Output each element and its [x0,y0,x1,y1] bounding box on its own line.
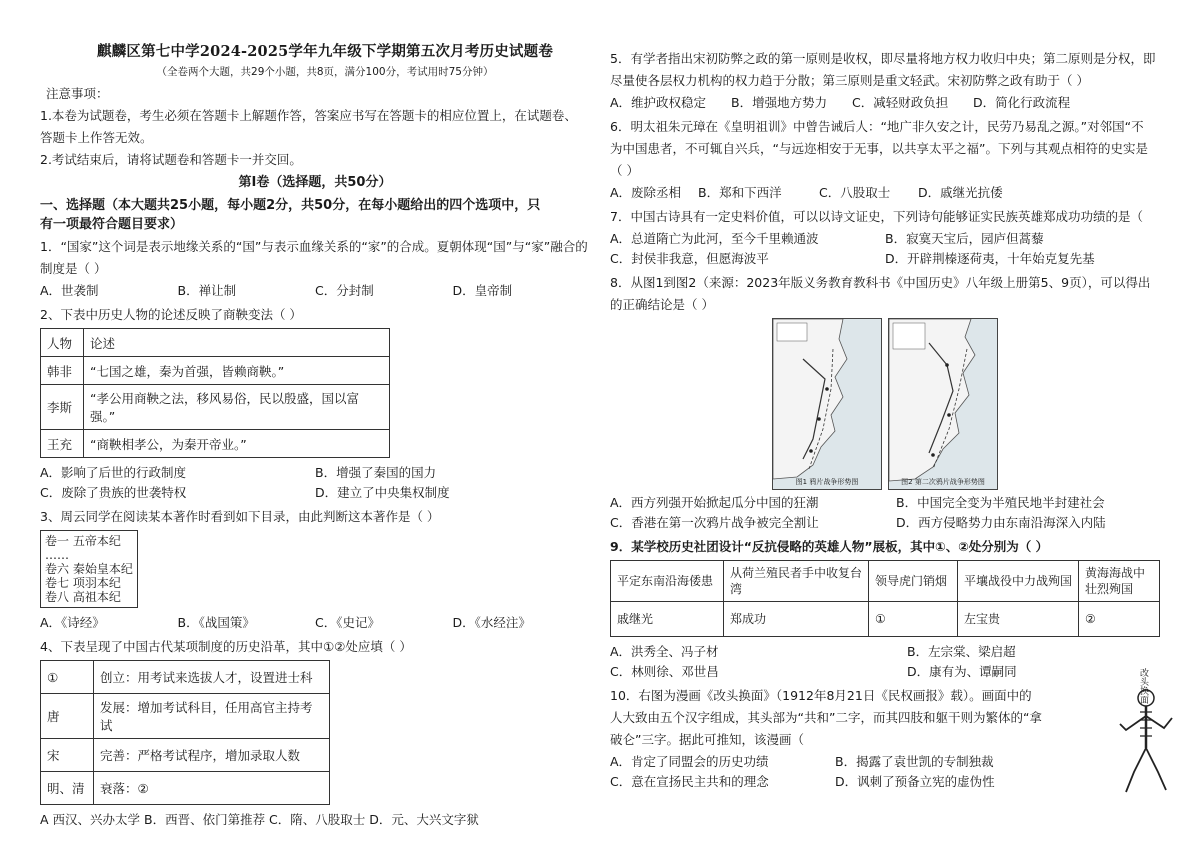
q3-option-a: A．《诗经》 [40,615,105,630]
right-column [610,50,1160,797]
q3-toc-box [40,530,138,608]
q3-stem: 3、周云同学在阅读某本著作时看到如下目录，由此判断这本著作是（ ） [40,509,440,524]
q10-cartoon [1100,668,1190,808]
table-cell: 从荷兰殖民者手中收复台湾 [724,561,869,602]
q2-options-row1 [40,464,590,482]
table-cell: ① [41,661,94,694]
q8-option-d: D．西方侵略势力由东南沿海深入内陆 [896,515,1106,530]
q3-option-c: C．《史记》 [315,615,380,630]
q6-stem-a: 6．明太祖朱元璋在《皇明祖训》中曾告诫后人：“地广非久安之计，民劳乃易乱之源。”对邻国“不 [610,119,1144,134]
q10-option-a: A．肯定了同盟会的历史功绩 [610,754,769,769]
q10-option-d: D．讽刺了预备立宪的虚伪性 [835,774,995,789]
map-1-caption: 图1 鸦片战争形势图 [795,478,859,486]
q10-options-row1 [610,753,1060,771]
table-row [41,329,390,357]
q8-options-row2 [610,514,1160,532]
table-cell: 人物 [41,329,84,357]
q8-maps [610,318,1160,490]
q9-option-c: C．林则徐、邓世昌 [610,664,719,679]
q7-option-b: B．寂寞天宝后，园庐但蒿藜 [885,231,1044,246]
q2-options-row2 [40,484,590,502]
q4-table [40,660,330,805]
notice-item-2: 2.考试结束后，请将试题卷和答题卡一并交回。 [40,152,302,167]
q7-option-d: D．开辟荆榛逐荷夷，十年始克复先基 [885,251,1095,266]
notice-heading: 注意事项： [46,86,109,101]
q1-stem-a: 1．“国家”这个词是表示地缘关系的“国”与表示血缘关系的“家”的合成。夏朝体现“国”与“家”融合的 [40,239,588,254]
left-column [40,40,590,833]
q8-option-c: C．香港在第一次鸦片战争被完全割让 [610,515,819,530]
q7-options-row1 [610,230,1160,248]
table-cell: 王充 [41,430,84,458]
q1-stem-b: 制度是（ ） [40,261,107,276]
table-cell: ② [1079,602,1160,637]
table-cell: 戚继光 [611,602,724,637]
table-cell: 李斯 [41,385,84,430]
q2-stem: 2、下表中历史人物的论述反映了商鞅变法（ ） [40,307,302,322]
q6-option-b: B．郑和下西洋 [698,185,782,200]
q10-stem-a: 10．右图为漫画《改头换面》（1912年8月21日《民权画报》载）。画面中的 [610,688,1032,703]
q7-options-row2 [610,250,1160,268]
table-cell: “孝公用商鞅之法，移风易俗，民以殷盛，国以富强。” [84,385,390,430]
q6-option-d: D．戚继光抗倭 [918,185,1003,200]
q7-option-a: A．总道隋亡为此河，至今千里赖通波 [610,231,819,246]
q2-option-b: B．增强了秦国的国力 [315,465,437,480]
q2-option-c: C．废除了贵族的世袭特权 [40,485,187,500]
q10-option-c: C．意在宣扬民主共和的理念 [610,774,769,789]
q9-table [610,560,1160,637]
q4-options: A 西汉、兴办太学 B．西晋、依门第推荐 C．隋、八股取士 D．元、大兴文字狱 [40,812,479,827]
table-row [41,385,390,430]
table-cell: 发展：增加考试科目，任用高官主持考试 [94,694,330,739]
part1-title: 第Ⅰ卷（选择题，共50分） [238,175,392,190]
q6-options [610,184,1160,202]
q5-option-d: D．简化行政流程 [973,95,1071,110]
q1-option-c: C．分封制 [315,283,374,298]
table-cell: 唐 [41,694,94,739]
q2-table [40,328,390,458]
table-cell: 平壤战役中力战殉国 [958,561,1079,602]
notice-item-1a: 1.本卷为试题卷，考生必须在答题卡上解题作答，答案应书写在答题卡的相应位置上，在试题卷、 [40,108,577,123]
q10-options-row2 [610,773,1060,791]
q4-stem: 4、下表呈现了中国古代某项制度的历史沿革，其中①②处应填（ ） [40,639,412,654]
q5-option-c: C．减轻财政负担 [852,95,949,110]
table-cell: 衰落：② [94,772,330,805]
table-cell: 领导虎门销烟 [869,561,958,602]
table-cell: 创立：用考试来选拔人才，设置进士科 [94,661,330,694]
map-2-caption: 图2 第二次鸦片战争形势图 [901,478,985,486]
q8-options-row1 [610,494,1160,512]
table-cell: 平定东南沿海倭患 [611,561,724,602]
q5-stem-b: 尽量使各层权力机构的权力趋于分散；第三原则是重文轻武。宋初防弊之政有助于（ ） [610,73,1089,88]
table-cell: 宋 [41,739,94,772]
q8-stem-a: 8．从图1到图2（来源：2023年版义务教育教科书《中国历史》八年级上册第5、9页），可以得出 [610,275,1151,290]
table-cell: 黄海海战中壮烈殉国 [1079,561,1160,602]
q2-option-a: A．影响了后世的行政制度 [40,465,187,480]
table-row [611,561,1160,602]
table-row [41,661,330,694]
table-cell: 论述 [84,329,390,357]
q5-options [610,94,1160,112]
table-cell: 郑成功 [724,602,869,637]
table-row [41,694,330,739]
q9-stem: 9．某学校历史社团设计“反抗侵略的英雄人物”展板，其中①、②处分别为（ ） [610,539,1049,554]
toc-item: …… [45,548,69,562]
table-row [41,772,330,805]
q1-option-a: A．世袭制 [40,283,99,298]
table-cell: 左宝贵 [958,602,1079,637]
map-figure-1 [772,318,882,490]
q3-options [40,614,590,632]
q5-option-b: B．增强地方势力 [731,95,828,110]
q9-option-b: B．左宗棠、梁启超 [907,644,1016,659]
cartoon-caption: 改头换面 [1138,668,1148,704]
q8-option-a: A．西方列强开始掀起瓜分中国的狂潮 [610,495,819,510]
q9-option-a: A．洪秀全、冯子材 [610,644,719,659]
table-cell: ① [869,602,958,637]
table-cell: “商鞅相孝公，为秦开帝业。” [84,430,390,458]
map-figure-2 [888,318,998,490]
table-cell: 完善：严格考试程序，增加录取人数 [94,739,330,772]
q6-option-a: A．废除丞相 [610,185,682,200]
notice-item-1b: 答题卡上作答无效。 [40,130,153,145]
q9-options-row1 [610,643,1160,661]
q7-stem: 7．中国古诗具有一定史料价值，可以以诗文证史，下列诗句能够证实民族英雄郑成功功绩的是（ [610,209,1143,224]
table-cell: 明、清 [41,772,94,805]
q2-option-d: D．建立了中央集权制度 [315,485,450,500]
table-row [41,430,390,458]
q1-option-b: B．禅让制 [177,283,237,298]
map-1-drawing [773,319,881,489]
toc-item: 卷八 高祖本纪 [45,590,121,604]
q10-stem-c: 破仑”三字。据此可推知，该漫画（ [610,732,804,747]
table-row [41,739,330,772]
toc-item: 卷七 项羽本纪 [45,576,121,590]
map-2-drawing [889,319,997,489]
table-row [41,357,390,385]
q10-block [610,687,1060,791]
q6-stem-b: 为中国患者，不可辄自兴兵，“与远迩相安于无事，以共享太平之福”。下列与其观点相符的史实是 [610,141,1148,156]
exam-subtitle: （全卷两个大题，共29个小题，共8页，满分100分，考试用时75分钟） [156,66,494,78]
q10-option-b: B．揭露了袁世凯的专制独裁 [835,754,994,769]
exam-title: 麒麟区第七中学2024-2025学年九年级下学期第五次月考历史试题卷 [96,43,554,60]
q9-options-row2 [610,663,1160,681]
section-b: 有一项最符合题目要求） [40,217,184,232]
q6-option-c: C．八股取士 [819,185,891,200]
q5-stem-a: 5．有学者指出宋初防弊之政的第一原则是收权，即尽量将地方权力收归中央；第二原则是分权，即 [610,51,1156,66]
q8-stem-b: 的正确结论是（ ） [610,297,714,312]
table-cell: “七国之雄，秦为首强，皆赖商鞅。” [84,357,390,385]
q8-option-b: B．中国完全变为半殖民地半封建社会 [896,495,1105,510]
q1-option-d: D．皇帝制 [452,283,513,298]
q3-option-d: D．《水经注》 [452,615,531,630]
q6-stem-c: （ ） [610,163,639,178]
toc-item: 卷一 五帝本纪 [45,534,121,548]
toc-item: 卷六 秦始皇本纪 [45,562,133,576]
q3-option-b: B．《战国策》 [177,615,255,630]
q7-option-c: C．封侯非我意，但愿海波平 [610,251,769,266]
q9-option-d: D．康有为、谭嗣同 [907,664,1017,679]
q10-stem-b: 人大致由五个汉字组成，其头部为“共和”二字，而其四肢和躯干则为繁体的“拿 [610,710,1042,725]
table-row [611,602,1160,637]
q1-options [40,282,590,300]
q5-option-a: A．维护政权稳定 [610,95,707,110]
table-cell: 韩非 [41,357,84,385]
section-a: 一、选择题（本大题共25小题，每小题2分，共50分，在每小题给出的四个选项中，只 [40,198,541,213]
